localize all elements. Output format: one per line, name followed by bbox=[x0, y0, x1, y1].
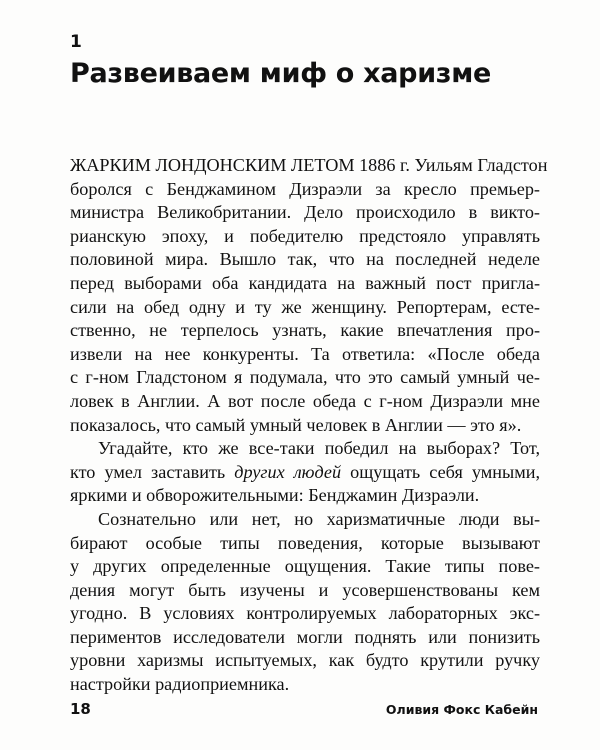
text-line bbox=[70, 272, 540, 296]
text-run: угодно. В условиях контролируемых лабораторных экс- bbox=[70, 603, 540, 624]
text-run: перед выборами оба кандидата на важный пост пригла- bbox=[70, 272, 540, 293]
text-run: яркими и обворожительными: Бенджамин Дизраэли. bbox=[70, 485, 480, 506]
text-line bbox=[70, 178, 540, 202]
paragraph bbox=[70, 154, 548, 437]
text-line bbox=[70, 579, 540, 603]
text-line bbox=[70, 319, 540, 343]
text-line bbox=[70, 602, 540, 626]
paragraph bbox=[70, 508, 540, 697]
text-line bbox=[70, 225, 540, 249]
text-line bbox=[70, 484, 540, 508]
text-line bbox=[70, 437, 540, 461]
text-line bbox=[70, 532, 540, 556]
text-line bbox=[70, 673, 540, 697]
text-run: уровни харизмы испытуемых, как будто крутили ручку bbox=[70, 650, 540, 671]
text-run: с г-ном Гладстоном я подумала, что это самый умный че- bbox=[70, 367, 540, 388]
text-run: ощущать себя умными, bbox=[341, 461, 541, 482]
text-run: настройки радиоприемника. bbox=[70, 674, 290, 695]
text-line bbox=[70, 366, 540, 390]
text-run: у других определенные ощущения. Такие типы пове- bbox=[70, 556, 540, 577]
text-run: Угадайте, кто же все-таки победил на выборах? Тот, bbox=[98, 438, 540, 459]
page-number: 18 bbox=[70, 700, 91, 718]
text-line bbox=[70, 461, 540, 485]
text-run: периментов исследователи могли поднять или понизить bbox=[70, 626, 540, 647]
text-line bbox=[70, 508, 540, 532]
text-line bbox=[70, 248, 540, 272]
paragraph bbox=[70, 437, 540, 508]
text-run: Сознательно или нет, но харизматичные люди вы- bbox=[98, 508, 540, 529]
text-run: ловек в Англии. А вот после обеда с г-ном Дизраэли мне bbox=[70, 390, 540, 411]
text-line bbox=[70, 555, 540, 579]
italic-text: других людей bbox=[234, 461, 342, 482]
text-run: половиной мира. Вышло так, что на последней неделе bbox=[70, 249, 540, 270]
chapter-number: 1 bbox=[70, 32, 82, 52]
text-line bbox=[70, 296, 540, 320]
text-run: боролся с Бенджамином Дизраэли за кресло премьер- bbox=[70, 178, 540, 199]
text-line bbox=[70, 649, 540, 673]
running-footer-author: Оливия Фокс Кабейн bbox=[385, 702, 538, 717]
text-line bbox=[70, 626, 540, 650]
text-line bbox=[70, 201, 540, 225]
text-line bbox=[70, 343, 540, 367]
text-run: показалось, что самый умный человек в Англии — это я». bbox=[70, 414, 522, 435]
text-run: бирают особые типы поведения, которые вызывают bbox=[70, 532, 540, 553]
text-run: министра Великобритании. Дело происходило в викто- bbox=[70, 202, 540, 223]
text-run: кто умел заставить bbox=[70, 461, 235, 482]
text-line bbox=[70, 154, 548, 178]
body-text bbox=[70, 154, 548, 697]
text-run: дения могут быть изучены и усовершенствованы кем bbox=[70, 579, 540, 600]
text-line bbox=[70, 390, 540, 414]
text-line bbox=[70, 414, 540, 438]
text-run: сили на обед одну и ту же женщину. Репортерам, есте- bbox=[70, 296, 540, 317]
text-run: ственно, не терпелось узнать, какие впечатления про- bbox=[70, 320, 540, 341]
text-run: ЖАРКИМ ЛОНДОНСКИМ ЛЕТОМ 1886 г. Уильям Гладстон bbox=[70, 155, 548, 175]
chapter-title: Развеиваем миф о харизме bbox=[70, 58, 491, 89]
text-run: извели на нее конкуренты. Та ответила: «После обеда bbox=[70, 343, 540, 364]
text-run: рианскую эпоху, и победителю предстояло управлять bbox=[70, 225, 540, 246]
